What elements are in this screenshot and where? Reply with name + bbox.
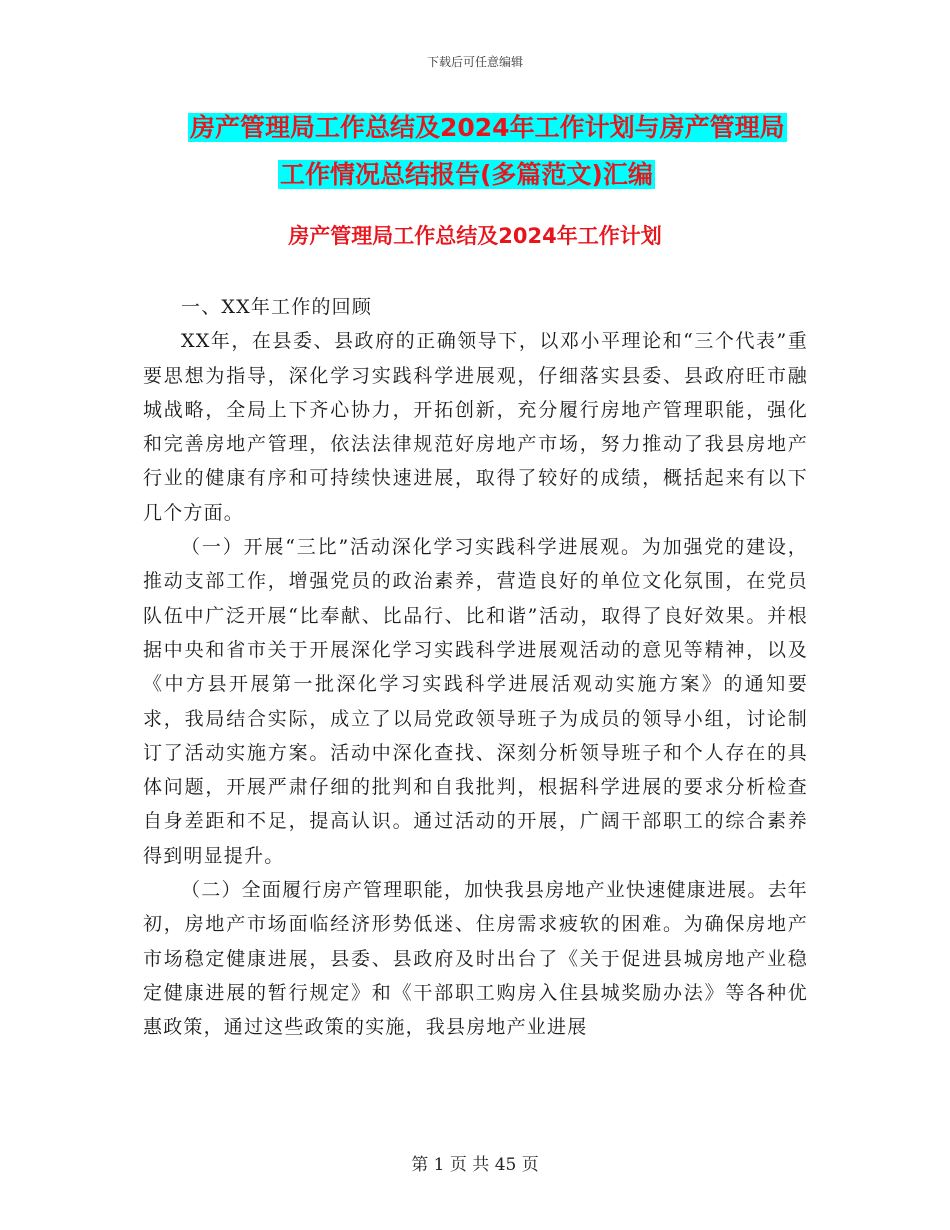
document-body <box>143 290 808 1045</box>
title-line-2 <box>278 155 655 195</box>
header-note: 下载后可任意编辑 <box>426 55 523 69</box>
paragraph: （一）开展“三比”活动深化学习实践科学进展观。为加强党的建设，推动支部工作，增强党员的政治素养，营造良好的单位文化氛围，在党员队伍中广泛开展“比奉献、比品行、比和谐”活动，取得了良好效果。并根据中央和省市关于开展深化学习实践科学进展观活动的意见等精神，以及《中方县开展第一批深化学习实践科学进展活观动实施方案》的通知要求，我局结合实际，成立了以局党政领导班子为成员的领导小组，讨论制订了活动实施方案。活动中深化查找、深刻分析领导班子和个人存在的具体问题，开展严肃仔细的批判和自我批判，根据科学进展的要求分析检查自身差距和不足，提高认识。通过活动的开展，广阔干部职工的综合素养得到明显提升。 <box>143 536 808 867</box>
paragraph: （二）全面履行房产管理职能，加快我县房地产业快速健康进展。去年初，房地产市场面临经济形势低迷、住房需求疲软的困难。为确保房地产市场稳定健康进展，县委、县政府及时出台了《关于促进县城房地产业稳定健康进展的暂行规定》和《干部职工购房入住县城奖励办法》等各种优惠政策，通过这些政策的实施，我县房地产业进展 <box>143 879 808 1039</box>
title-line-1 <box>188 108 787 148</box>
title-line-2-text: 工作情况总结报告(多篇范文)汇编 <box>280 160 653 189</box>
page-footer: 第 1 页 共 45 页 <box>411 1155 539 1175</box>
paragraph: XX年，在县委、县政府的正确领导下，以邓小平理论和“三个代表”重要思想为指导，深化学习实践科学进展观，仔细落实县委、县政府旺市融城战略，全局上下齐心协力，开拓创新，充分履行房地产管理职能，强化和完善房地产管理，依法法律规范好房地产市场，努力推动了我县房地产行业的健康有序和可持续快速进展，取得了较好的成绩，概括起来有以下几个方面。 <box>143 330 808 524</box>
paragraph-heading: 一、XX年工作的回顾 <box>181 296 373 318</box>
title-line-1-text: 房产管理局工作总结及2024年工作计划与房产管理局 <box>190 113 785 142</box>
section-title: 房产管理局工作总结及2024年工作计划 <box>288 224 662 248</box>
